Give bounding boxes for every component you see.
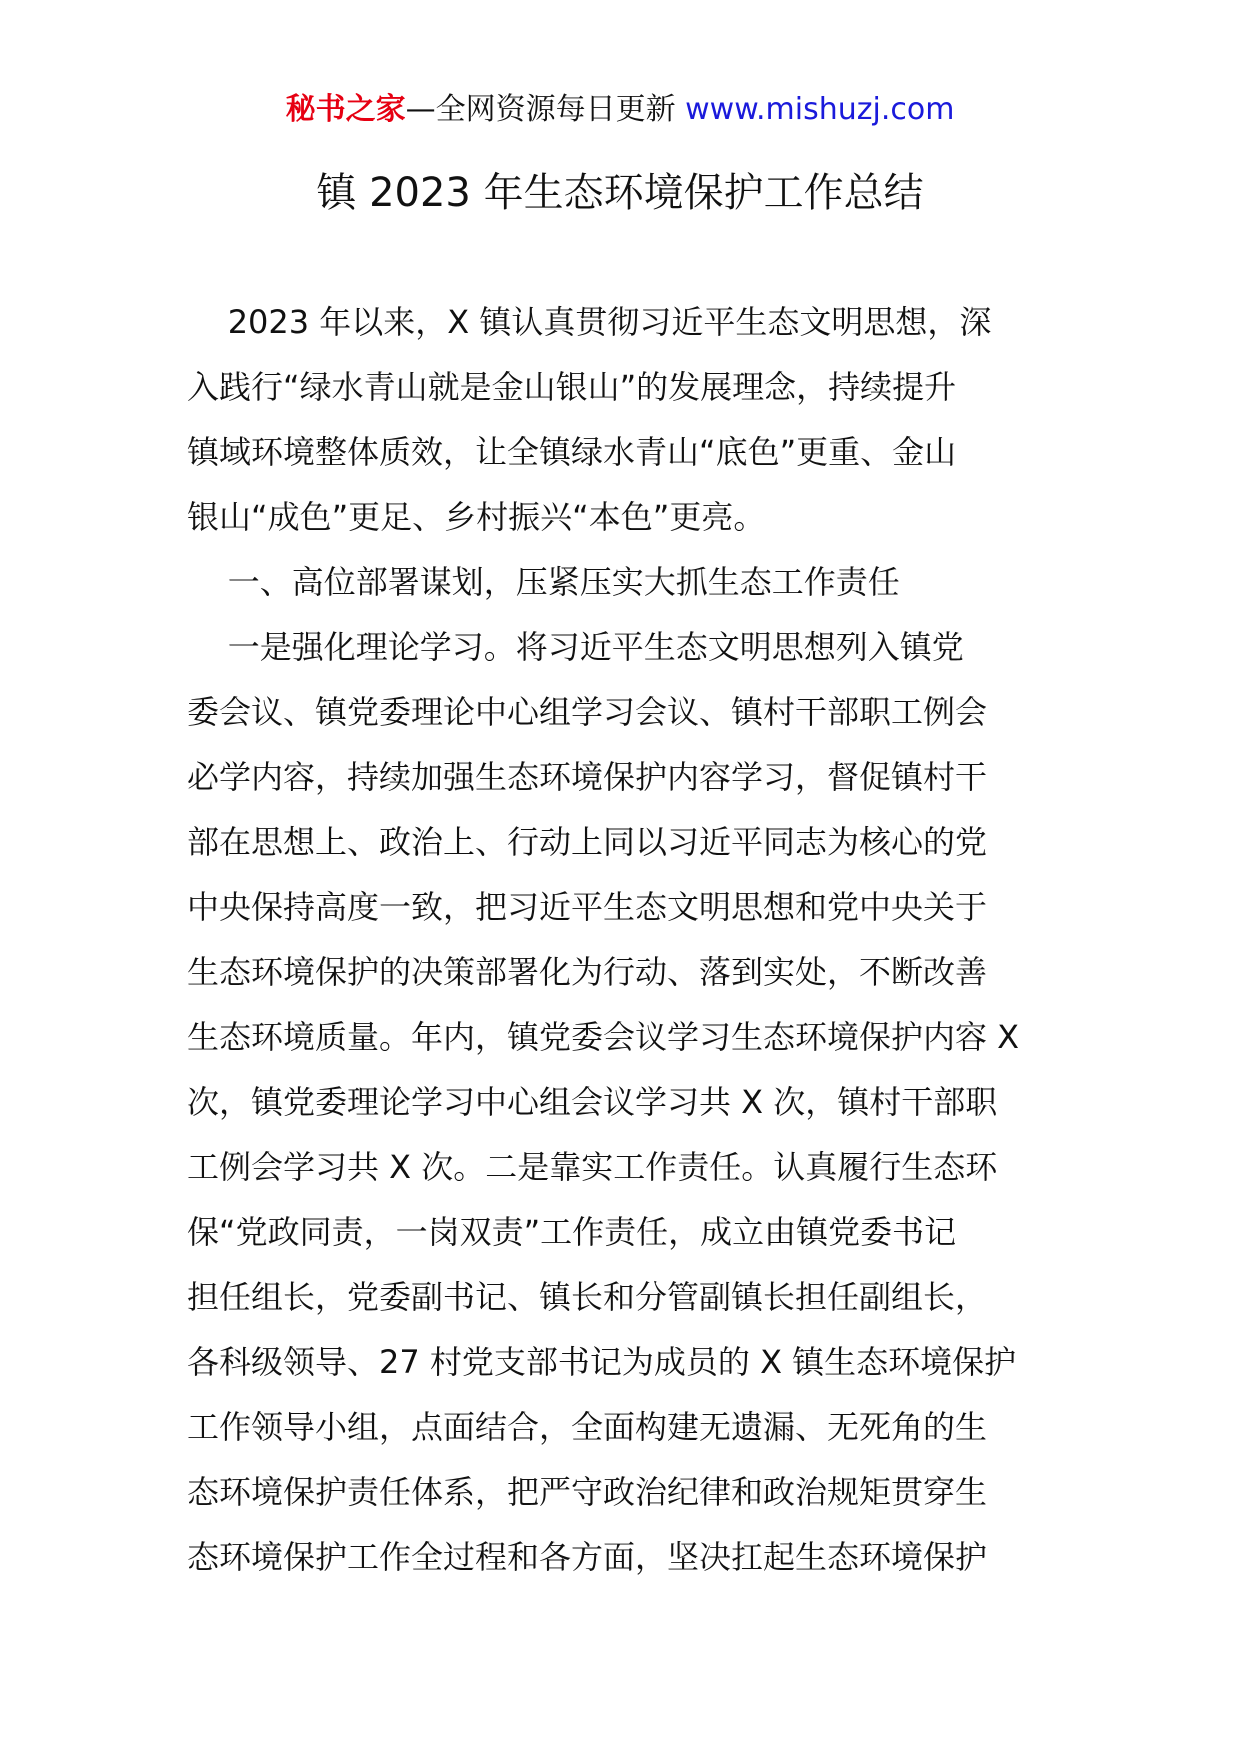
body-line: 2023 年以来，X 镇认真贯彻习近平生态文明思想，深 [187,303,992,341]
body-line: 一是强化理论学习。将习近平生态文明思想列入镇党 [187,628,964,666]
body-line: 委会议、镇党委理论中心组学习会议、镇村干部职工例会 [187,693,988,731]
document-body [187,290,1055,1590]
body-line: 各科级领导、27 村党支部书记为成员的 X 镇生态环境保护 [187,1343,1017,1381]
body-line: 工例会学习共 X 次。二是靠实工作责任。认真履行生态环 [187,1148,998,1186]
body-line: 中央保持高度一致，把习近平生态文明思想和党中央关于 [187,888,988,926]
section-heading: 一、高位部署谋划，压紧压实大抓生态工作责任 [187,563,900,601]
header-tagline: —全网资源每日更新 [405,92,686,127]
body-line: 担任组长，党委副书记、镇长和分管副镇长担任副组长， [187,1278,988,1316]
body-line: 生态环境保护的决策部署化为行动、落到实处，不断改善 [187,953,988,991]
body-line: 次，镇党委理论学习中心组会议学习共 X 次，镇村干部职 [187,1083,998,1121]
document-title: 镇 2023 年生态环境保护工作总结 [316,170,924,216]
body-line: 必学内容，持续加强生态环境保护内容学习，督促镇村干 [187,758,988,796]
site-url-link[interactable]: www.mishuzj.com [685,92,955,127]
body-line: 银山“成色”更足、乡村振兴“本色”更亮。 [187,498,766,536]
brand-name: 秘书之家 [285,92,406,127]
body-line: 态环境保护责任体系，把严守政治纪律和政治规矩贯穿生 [187,1473,988,1511]
site-header [0,92,1240,128]
body-line: 镇域环境整体质效，让全镇绿水青山“底色”更重、金山 [187,433,957,471]
body-line: 工作领导小组，点面结合，全面构建无遗漏、无死角的生 [187,1408,988,1446]
body-line: 保“党政同责，一岗双责”工作责任，成立由镇党委书记 [187,1213,957,1251]
body-line: 部在思想上、政治上、行动上同以习近平同志为核心的党 [187,823,988,861]
body-line: 态环境保护工作全过程和各方面，坚决扛起生态环境保护 [187,1538,988,1576]
body-line: 生态环境质量。年内，镇党委会议学习生态环境保护内容 X [187,1018,1020,1056]
body-line: 入践行“绿水青山就是金山银山”的发展理念，持续提升 [187,368,957,406]
